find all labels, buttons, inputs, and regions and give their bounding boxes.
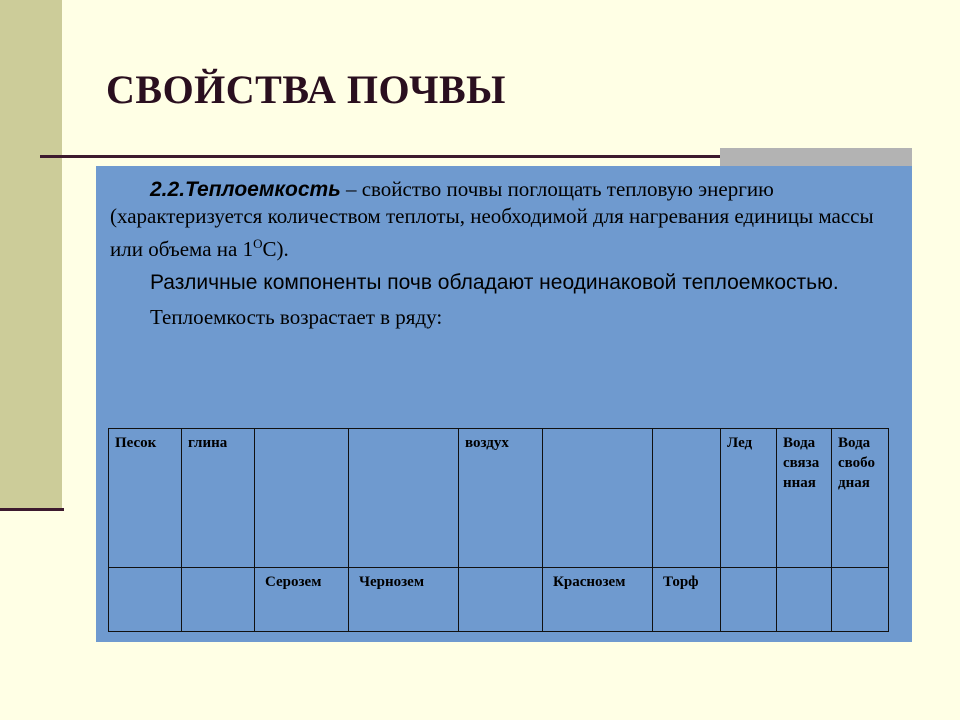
table-cell: Песок [109,429,182,568]
table-cell [832,568,889,632]
table-cell: Вода связанная [777,429,832,568]
table-cell [255,429,349,568]
table-cell: Торф [653,568,721,632]
definition-tail: С). [262,237,289,261]
table-cell: воздух [459,429,543,568]
term-heading: 2.2.Теплоемкость [150,178,341,201]
table-cell: Чернозем [349,568,459,632]
table-cell [182,568,255,632]
table-cell: глина [182,429,255,568]
table-cell [109,568,182,632]
table-cell [653,429,721,568]
table-cell [777,568,832,632]
left-band-rule [0,508,64,511]
table-row [109,429,889,568]
table-row [109,568,889,632]
slide-text [110,176,900,331]
definition-paragraph [110,176,900,263]
table-cell: Вода свободная [832,429,889,568]
table-cell: Лед [721,429,777,568]
definition-text: – свойство почвы поглощать тепловую энергию (характеризуется количеством теплоты, необходимой для нагревания единицы массы или объема на 1 [110,177,874,261]
table-cell: Краснозем [543,568,653,632]
table-cell [349,429,459,568]
series-intro: Теплоемкость возрастает в ряду: [150,305,443,329]
slide-title: СВОЙСТВА ПОЧВЫ [106,67,506,112]
content-panel [96,166,912,642]
heat-capacity-series-table [108,428,889,632]
components-paragraph: Различные компоненты почв обладают неодинаковой теплоемкостью. [150,271,839,294]
decorative-tab [720,148,912,168]
table-cell [459,568,543,632]
table-cell [721,568,777,632]
degree-superscript: О [253,236,263,251]
table-cell: Серозем [255,568,349,632]
table-cell [543,429,653,568]
left-decorative-band [0,0,62,510]
